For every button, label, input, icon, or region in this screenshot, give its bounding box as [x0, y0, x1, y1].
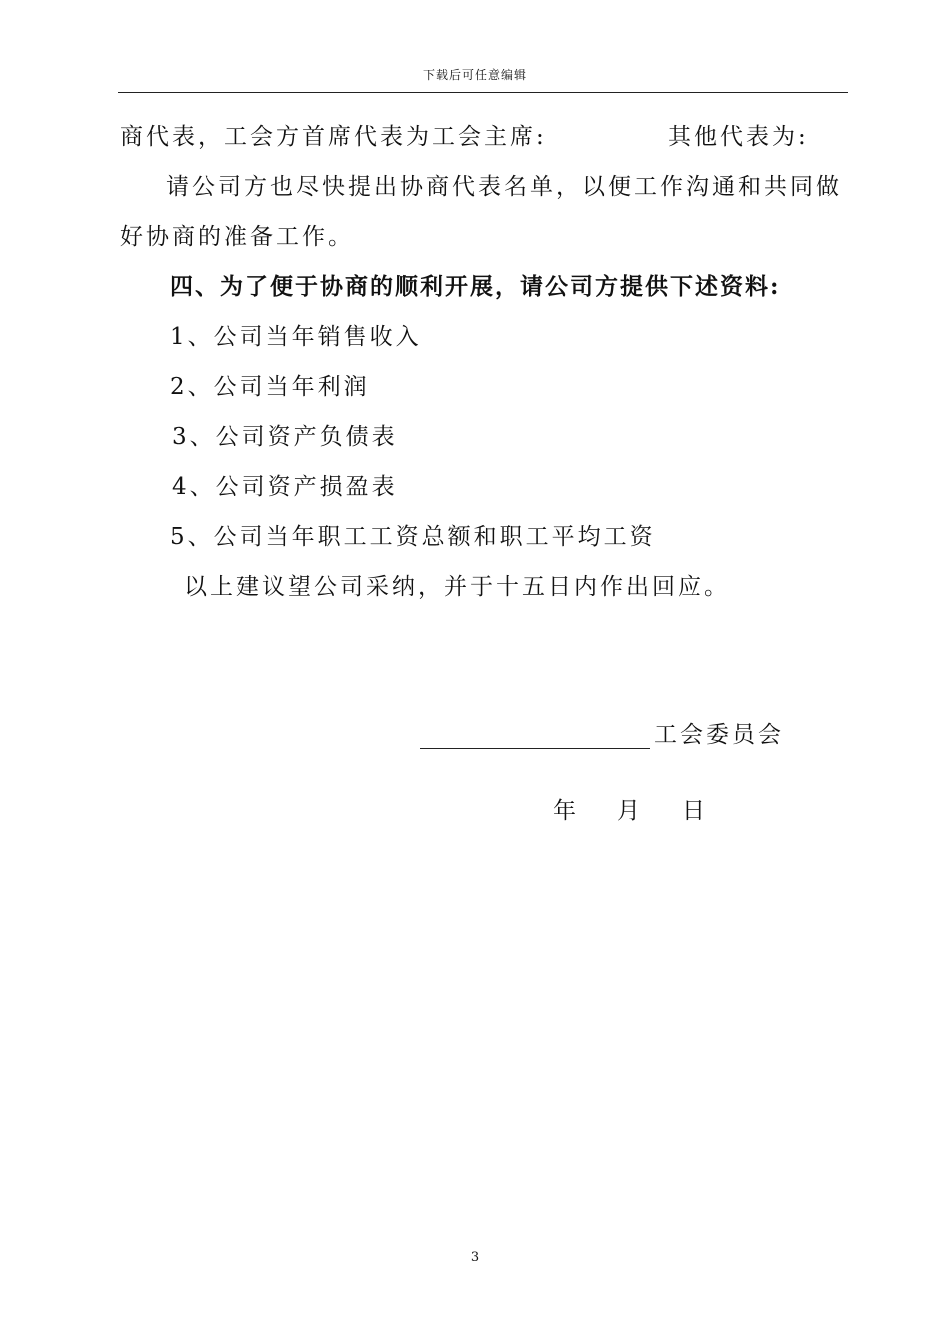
body-line-2: 请公司方也尽快提出协商代表名单，以便工作沟通和共同做 [166, 174, 842, 200]
section-heading-4: 四、为了便于协商的顺利开展，请公司方提供下述资料: [170, 273, 781, 300]
signature-blank-line [420, 748, 650, 749]
body-line-3: 好协商的准备工作。 [120, 224, 354, 250]
list-item: 3、公司资产负债表 [172, 424, 398, 450]
page-number: 3 [470, 1250, 480, 1265]
list-item: 1、公司当年销售收入 [170, 324, 422, 350]
date-year: 年 [553, 798, 576, 824]
date-day: 日 [682, 798, 705, 824]
closing-line: 以上建议望公司采纳，并于十五日内作出回应。 [184, 574, 730, 600]
list-item: 4、公司资产损盈表 [172, 474, 398, 500]
body-line-1-part-1: 商代表，工会方首席代表为工会主席: [120, 124, 547, 150]
header-divider [118, 92, 848, 93]
list-item: 5、公司当年职工工资总额和职工平均工资 [170, 524, 656, 550]
page-header: 下载后可任意编辑 [422, 68, 527, 82]
signature-org: 工会委员会 [654, 722, 784, 748]
date-month: 月 [617, 798, 640, 824]
list-item: 2、公司当年利润 [170, 374, 370, 400]
body-line-1-part-2: 其他代表为: [668, 124, 809, 150]
